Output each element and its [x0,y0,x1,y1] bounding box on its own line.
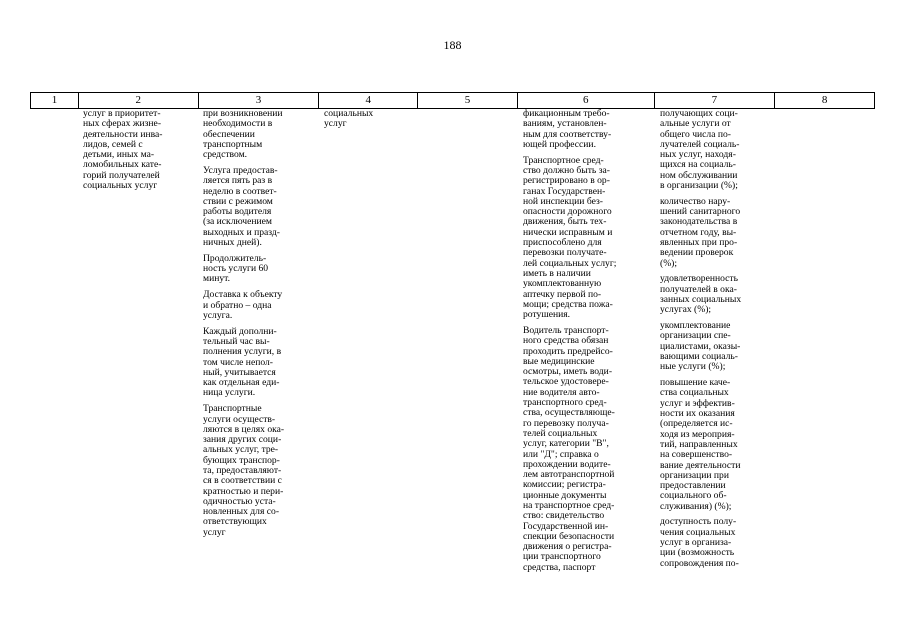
cell-paragraph: количество нару- шений санитарного законодательства в отчетном году, вы- явленных при про- ведении проверок (%); [660,195,741,269]
cell-paragraph: Продолжитель- ность услуги 60 минут. [203,252,269,285]
cell-paragraph: социальных услуг [324,109,374,130]
cell-col5 [418,109,518,629]
column-header: 6 [518,93,655,108]
cell-paragraph: Водитель транспорт- ного средства обязан проходить предрейсо- вые медицинские осмотры, иметь води- тельское удостовере- ние водителя авто- транспортного сред- ства, осуществляюще- го перевозку получа- телей социальных услуг, категории "В", или "Д"; справка о прохождении водите- лем автотранспортной комиссии; регистра- ционные документы на транспортное сред- ство: свидетельство Государственной ин- спекции безопасности движения о регистра- ции транспортного средства, паспорт [523,324,615,573]
column-header: 5 [418,93,518,108]
cell-paragraph: получающих соци- альные услуги от общего числа по- лучателей социаль- ных услуг, находя- щихся на социаль- ном обслуживании в организации (%); [660,109,740,192]
cell-col1 [30,109,78,629]
column-header: 3 [199,93,320,108]
services-table [30,92,875,629]
column-header: 2 [79,93,199,108]
cell-paragraph: Услуга предостав- ляется пять раз в неделю в соответ- ствии с режимом работы водителя (за исключением выходных и празд- ничных дней). [203,164,280,249]
cell-paragraph: Транспортные услуги осуществ- ляются в целях ока- зания других соци- альных услуг, тре- бующих транспор- та, предоставляют- ся в соответствии с кратностью и пери- одичностью уста- новленных для со- ответствующих услуг [203,403,285,538]
table-row [30,109,875,629]
cell-col4 [319,109,418,629]
column-header: 1 [31,93,79,108]
cell-paragraph: Каждый дополни- тельный час вы- полнения услуги, в том числе непол- ный, учитывается как отдельная еди- ница услуги. [203,325,282,399]
cell-col7 [655,109,776,629]
cell-paragraph: фикационным требо- ваниям, установлен- ным для соответству- ющей профессии. [523,109,612,150]
cell-paragraph: услуг в приоритет- ных сферах жизне- деятельности инва- лидов, семей с детьми, иных ма- ломобильных кате- горий получателей социальных услуг [83,109,163,192]
cell-paragraph: удовлетворенность получателей в ока- занных социальных услугах (%); [660,273,742,316]
cell-paragraph: повышение каче- ства социальных услуг и эффектив- ности их оказания (определяется ис- ходя из мероприя- тий, направленных на совершенство- вание деятельности организации при предоставлении социального об- служивания) (%); [660,377,741,512]
table-header-row [30,92,875,109]
column-header: 7 [655,93,776,108]
cell-paragraph: укомплектование организации спе- циалистами, оказы- вающими социаль- ные услуги (%); [660,320,741,373]
page-number: 188 [443,38,462,52]
cell-paragraph: при возникновении необходимости в обеспечении транспортным средством. [203,109,283,161]
column-header: 4 [319,93,418,108]
cell-paragraph: доступность полу- чения социальных услуг в организа- ции (возможность сопровождения по- [660,516,739,569]
cell-col8 [776,109,875,629]
cell-paragraph: Транспортное сред- ство должно быть за- регистрировано в ор- ганах Государствен- ной инспекции без- опасности дорожного движения, быть тех- нически исправным и приспособлено для перевозки получате- лей социальных услуг; иметь в наличии укомплектованную аптечку первой по- мощи; средства пожа- ротушения. [523,154,617,321]
column-header: 8 [821,94,828,106]
cell-paragraph: Доставка к объекту и обратно – одна услуга. [203,289,283,321]
cell-col3 [198,109,319,629]
cell-col2 [78,109,198,629]
cell-col6 [518,109,655,629]
